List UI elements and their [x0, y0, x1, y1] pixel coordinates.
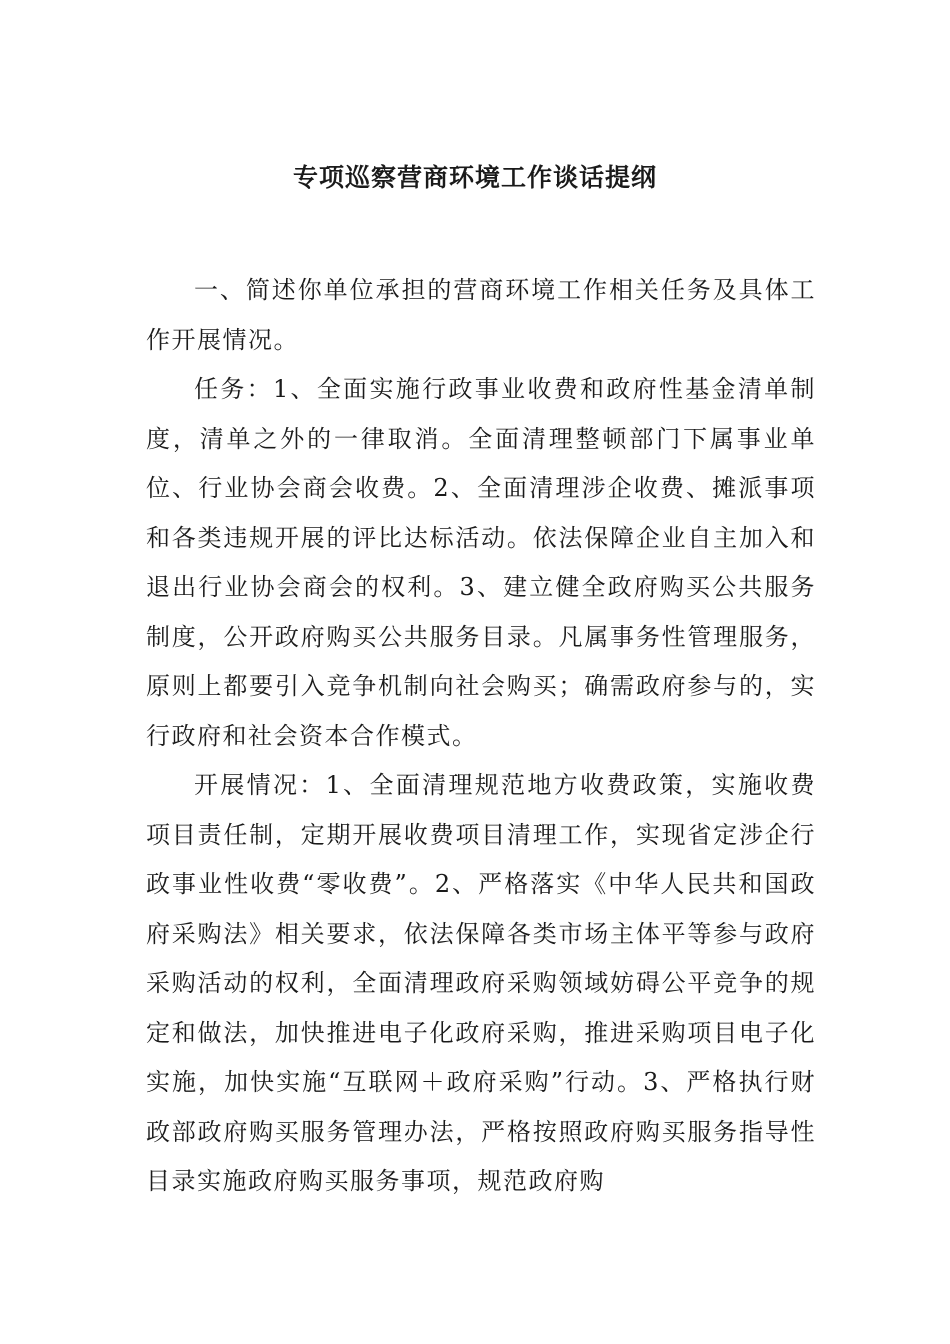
- paragraph-tasks: 任务：1、全面实施行政事业收费和政府性基金清单制度，清单之外的一律取消。全面清理整顿部门下属事业单位、行业协会商会收费。2、全面清理涉企收费、摊派事项和各类违规开展的评比达标活动。依法保障企业自主加入和退出行业协会商会的权利。3、建立健全政府购买公共服务制度，公开政府购买公共服务目录。凡属事务性管理服务，原则上都要引入竞争机制向社会购买；确需政府参与的，实行政府和社会资本合作模式。: [146, 375, 816, 750]
- paragraph-progress: 开展情况：1、全面清理规范地方收费政策，实施收费项目责任制，定期开展收费项目清理工作，实现省定涉企行政事业性收费“零收费”。2、严格落实《中华人民共和国政府采购法》相关要求，依法保障各类市场主体平等参与政府采购活动的权利，全面清理政府采购领域妨碍公平竞争的规定和做法，加快推进电子化政府采购，推进采购项目电子化实施，加快实施“互联网＋政府采购”行动。3、严格执行财政部政府购买服务管理办法，严格按照政府购买服务指导性目录实施政府购买服务事项，规范政府购: [146, 771, 816, 1195]
- document-body: [146, 266, 816, 1207]
- document-title: 专项巡察营商环境工作谈话提纲: [292, 163, 657, 192]
- paragraph-question: 一、简述你单位承担的营商环境工作相关任务及具体工作开展情况。: [146, 276, 816, 354]
